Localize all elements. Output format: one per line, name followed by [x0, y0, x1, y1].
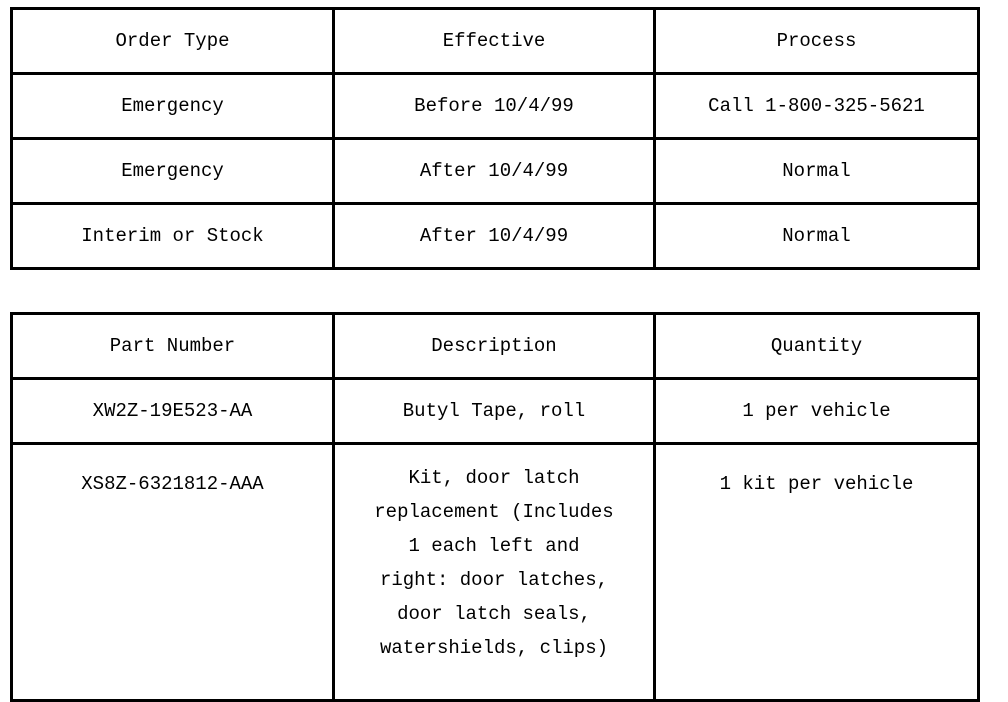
- part-number-cell: XW2Z-19E523-AA: [12, 379, 334, 444]
- table-row: [12, 379, 979, 444]
- table-row: [12, 444, 979, 701]
- description-cell: Kit, door latch replacement (Includes 1 each left and right: door latches, door latch seals, watershields, clips): [334, 444, 655, 701]
- order-type-cell: Emergency: [12, 74, 334, 139]
- process-cell: Normal: [655, 139, 979, 204]
- parts-table: [10, 312, 980, 702]
- table-header-row: [12, 9, 979, 74]
- header-process: Process: [655, 9, 979, 74]
- header-description: Description: [334, 314, 655, 379]
- order-type-cell: Interim or Stock: [12, 204, 334, 269]
- header-part-number: Part Number: [12, 314, 334, 379]
- quantity-cell: 1 per vehicle: [655, 379, 979, 444]
- header-quantity: Quantity: [655, 314, 979, 379]
- quantity-cell: 1 kit per vehicle: [655, 444, 979, 701]
- table-row: [12, 139, 979, 204]
- effective-cell: After 10/4/99: [334, 204, 655, 269]
- table-row: [12, 74, 979, 139]
- order-type-cell: Emergency: [12, 139, 334, 204]
- process-cell: Call 1-800-325-5621: [655, 74, 979, 139]
- description-cell: Butyl Tape, roll: [334, 379, 655, 444]
- header-order-type: Order Type: [12, 9, 334, 74]
- effective-cell: After 10/4/99: [334, 139, 655, 204]
- header-effective: Effective: [334, 9, 655, 74]
- process-cell: Normal: [655, 204, 979, 269]
- effective-cell: Before 10/4/99: [334, 74, 655, 139]
- part-number-cell: XS8Z-6321812-AAA: [12, 444, 334, 701]
- table-row: [12, 204, 979, 269]
- table-header-row: [12, 314, 979, 379]
- order-type-table: [10, 7, 980, 270]
